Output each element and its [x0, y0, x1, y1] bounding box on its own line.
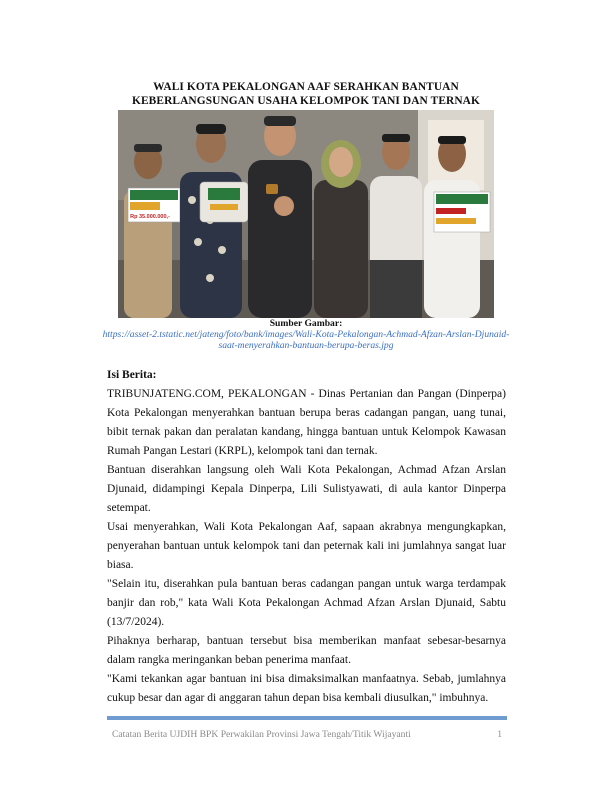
footer-rule	[107, 716, 507, 720]
paragraph-1: TRIBUNJATENG.COM, PEKALONGAN - Dinas Pertanian dan Pangan (Dinperpa) Kota Pekalongan menyerahkan bantuan berupa beras cadangan pangan, uang tunai, bibit ternak pakan dan peralatan kandang, hingga bantuan untuk Kelompok Kawasan Rumah Pangan Lestari (KRPL), kelompok tani dan ternak.	[107, 388, 506, 457]
image-caption	[0, 318, 612, 351]
paragraph-3: Usai menyerahkan, Wali Kota Pekalongan Aaf, sapaan akrabnya mengungkapkan, penyerahan bantuan untuk kelompok tani dan peternak kali ini jumlahnya sangat luar biasa.	[107, 521, 506, 571]
footer-text: Catatan Berita UJDIH BPK Perwakilan Provinsi Jawa Tengah/Titik Wijayanti	[112, 729, 411, 740]
paragraph-2: Bantuan diserahkan langsung oleh Wali Kota Pekalongan, Achmad Afzan Arslan Djunaid, didampingi Kepala Dinperpa, Lili Sulistyawati, di aula kantor Dinperpa setempat.	[107, 464, 506, 514]
title-line-2: KEBERLANGSUNGAN USAHA KELOMPOK TANI DAN TERNAK	[132, 95, 480, 107]
page-footer	[112, 729, 502, 740]
banner-amount-text: Rp 35.000.000,-	[130, 214, 170, 220]
document-title	[0, 80, 612, 108]
title-line-1: WALI KOTA PEKALONGAN AAF SERAHKAN BANTUAN	[153, 81, 459, 93]
news-photo-illustration	[118, 110, 494, 318]
caption-label: Sumber Gambar:	[269, 318, 343, 329]
page-number: 1	[497, 729, 502, 740]
caption-url-line-1[interactable]: https://asset-2.tstatic.net/jateng/foto/bank/images/Wali-Kota-Pekalongan-Achmad-Afzan-Arslan-Djunaid-	[102, 329, 510, 340]
news-body	[107, 368, 506, 708]
paragraph-5: Pihaknya berharap, bantuan tersebut bisa memberikan manfaat sebesar-besarnya dalam rangka meringankan beban penerima manfaat.	[107, 635, 506, 666]
paragraph-4: "Selain itu, diserahkan pula bantuan beras cadangan pangan untuk warga terdampak banjir dan rob," kata Wali Kota Pekalongan Achmad Afzan Arslan Djunaid, Sabtu (13/7/2024).	[107, 578, 506, 628]
paragraph-6: "Kami tekankan agar bantuan ini bisa dimaksimalkan manfaatnya. Sebab, jumlahnya cukup besar dan agar di anggaran tahun depan bisa kembali diusulkan," imbuhnya.	[107, 673, 506, 704]
caption-url-line-2[interactable]: saat-menyerahkan-bantuan-berupa-beras.jpg	[218, 340, 394, 351]
section-heading: Isi Berita:	[107, 369, 157, 381]
news-photo	[118, 110, 494, 318]
